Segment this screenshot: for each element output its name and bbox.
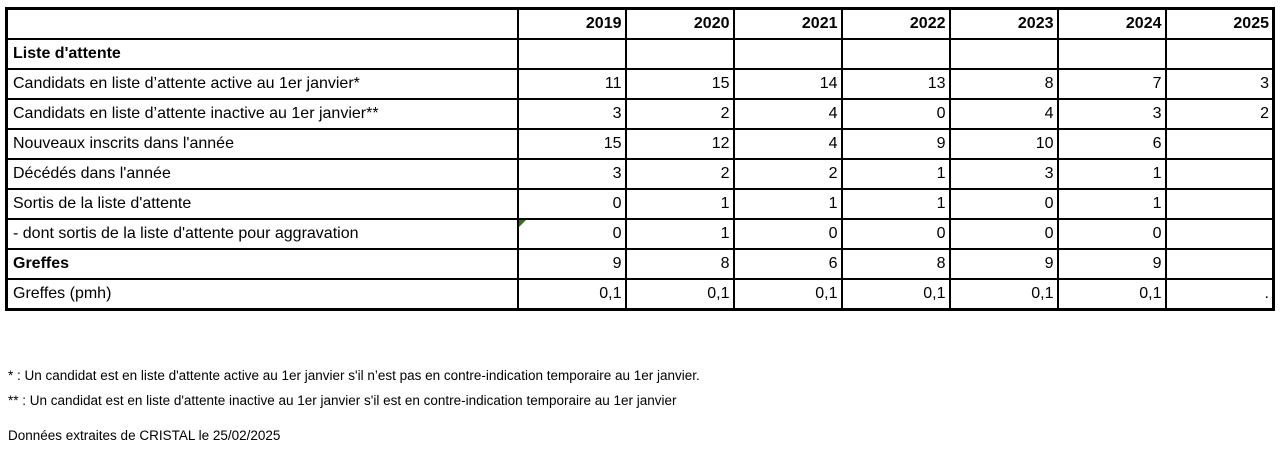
- row-label: Greffes (pmh): [7, 279, 518, 310]
- value-cell: 4: [734, 99, 842, 129]
- table-row: [7, 219, 1274, 249]
- table-row: [7, 159, 1274, 189]
- value-cell: 9: [518, 249, 626, 279]
- value-cell: 0,1: [518, 279, 626, 310]
- value-cell: 2: [626, 99, 734, 129]
- value-cell: 1: [734, 189, 842, 219]
- row-label: Candidats en liste d’attente active au 1er janvier*: [7, 69, 518, 99]
- table-row: [7, 189, 1274, 219]
- year-header: 2019: [518, 9, 626, 40]
- value-cell: 2: [626, 159, 734, 189]
- value-cell: 10: [950, 129, 1058, 159]
- value-cell: 0,1: [950, 279, 1058, 310]
- value-cell: [1166, 189, 1274, 219]
- value-cell: 15: [518, 129, 626, 159]
- value-cell: 0: [518, 219, 626, 249]
- value-cell: 1: [626, 189, 734, 219]
- value-cell: [1166, 159, 1274, 189]
- value-cell: 0,1: [1058, 279, 1166, 310]
- row-label: Candidats en liste d’attente inactive au 1er janvier**: [7, 99, 518, 129]
- table-row: [7, 69, 1274, 99]
- value-cell: [1166, 249, 1274, 279]
- footnote-active: * : Un candidat est en liste d'attente active au 1er janvier s'il n’est pas en contre-indication temporaire au 1er janvier.: [8, 368, 700, 383]
- row-label: Nouveaux inscrits dans l'année: [7, 129, 518, 159]
- table-row: [7, 279, 1274, 310]
- value-cell: 0: [950, 189, 1058, 219]
- value-cell: 13: [842, 69, 950, 99]
- value-cell: 9: [1058, 249, 1166, 279]
- value-cell: 8: [950, 69, 1058, 99]
- value-cell: 1: [626, 219, 734, 249]
- footnote-inactive: ** : Un candidat est en liste d'attente inactive au 1er janvier s'il est en contre-indication temporaire au 1er janvier: [8, 393, 677, 408]
- value-cell: 2: [1166, 99, 1274, 129]
- value-cell: 9: [842, 129, 950, 159]
- value-cell: 12: [626, 129, 734, 159]
- value-cell: .: [1166, 279, 1274, 310]
- empty-cell: [1166, 39, 1274, 69]
- value-cell: 7: [1058, 69, 1166, 99]
- value-cell: 1: [1058, 159, 1166, 189]
- year-header: 2025: [1166, 9, 1274, 40]
- value-cell: 9: [950, 249, 1058, 279]
- table-row: [7, 99, 1274, 129]
- section-title: Liste d'attente: [7, 39, 518, 69]
- value-cell: 3: [518, 99, 626, 129]
- row-label: Greffes: [7, 249, 518, 279]
- value-cell: [1166, 129, 1274, 159]
- value-cell: 11: [518, 69, 626, 99]
- value-cell: 0,1: [734, 279, 842, 310]
- year-header: 2024: [1058, 9, 1166, 40]
- value-cell: 8: [626, 249, 734, 279]
- source-note: Données extraites de CRISTAL le 25/02/2025: [8, 428, 281, 443]
- year-header: 2021: [734, 9, 842, 40]
- empty-cell: [842, 39, 950, 69]
- value-cell: 0: [950, 219, 1058, 249]
- value-cell: 2: [734, 159, 842, 189]
- value-cell: [1166, 219, 1274, 249]
- empty-cell: [626, 39, 734, 69]
- value-cell: 1: [842, 159, 950, 189]
- value-cell: 4: [950, 99, 1058, 129]
- value-cell: 4: [734, 129, 842, 159]
- value-cell: 3: [950, 159, 1058, 189]
- value-cell: 15: [626, 69, 734, 99]
- value-cell: 6: [734, 249, 842, 279]
- data-table: [5, 7, 1275, 311]
- corner-cell: [7, 9, 518, 40]
- section-row: [7, 39, 1274, 69]
- row-label: Décédés dans l'année: [7, 159, 518, 189]
- value-cell: 0,1: [842, 279, 950, 310]
- row-label: - dont sortis de la liste d'attente pour aggravation: [7, 219, 518, 249]
- empty-cell: [518, 39, 626, 69]
- value-cell: 1: [842, 189, 950, 219]
- value-cell: 0,1: [626, 279, 734, 310]
- year-header: 2023: [950, 9, 1058, 40]
- year-header: 2022: [842, 9, 950, 40]
- row-label: Sortis de la liste d'attente: [7, 189, 518, 219]
- header-row: [7, 9, 1274, 40]
- table-row: [7, 249, 1274, 279]
- value-cell: 3: [1058, 99, 1166, 129]
- table-row: [7, 129, 1274, 159]
- value-cell: 0: [842, 99, 950, 129]
- value-cell: 1: [1058, 189, 1166, 219]
- value-cell: 8: [842, 249, 950, 279]
- table-body: [7, 9, 1274, 310]
- empty-cell: [950, 39, 1058, 69]
- year-header: 2020: [626, 9, 734, 40]
- value-cell: 0: [1058, 219, 1166, 249]
- value-cell: 3: [518, 159, 626, 189]
- value-cell: 0: [734, 219, 842, 249]
- value-cell: 0: [842, 219, 950, 249]
- empty-cell: [1058, 39, 1166, 69]
- value-cell: 14: [734, 69, 842, 99]
- value-cell: 3: [1166, 69, 1274, 99]
- value-cell: 0: [518, 189, 626, 219]
- empty-cell: [734, 39, 842, 69]
- value-cell: 6: [1058, 129, 1166, 159]
